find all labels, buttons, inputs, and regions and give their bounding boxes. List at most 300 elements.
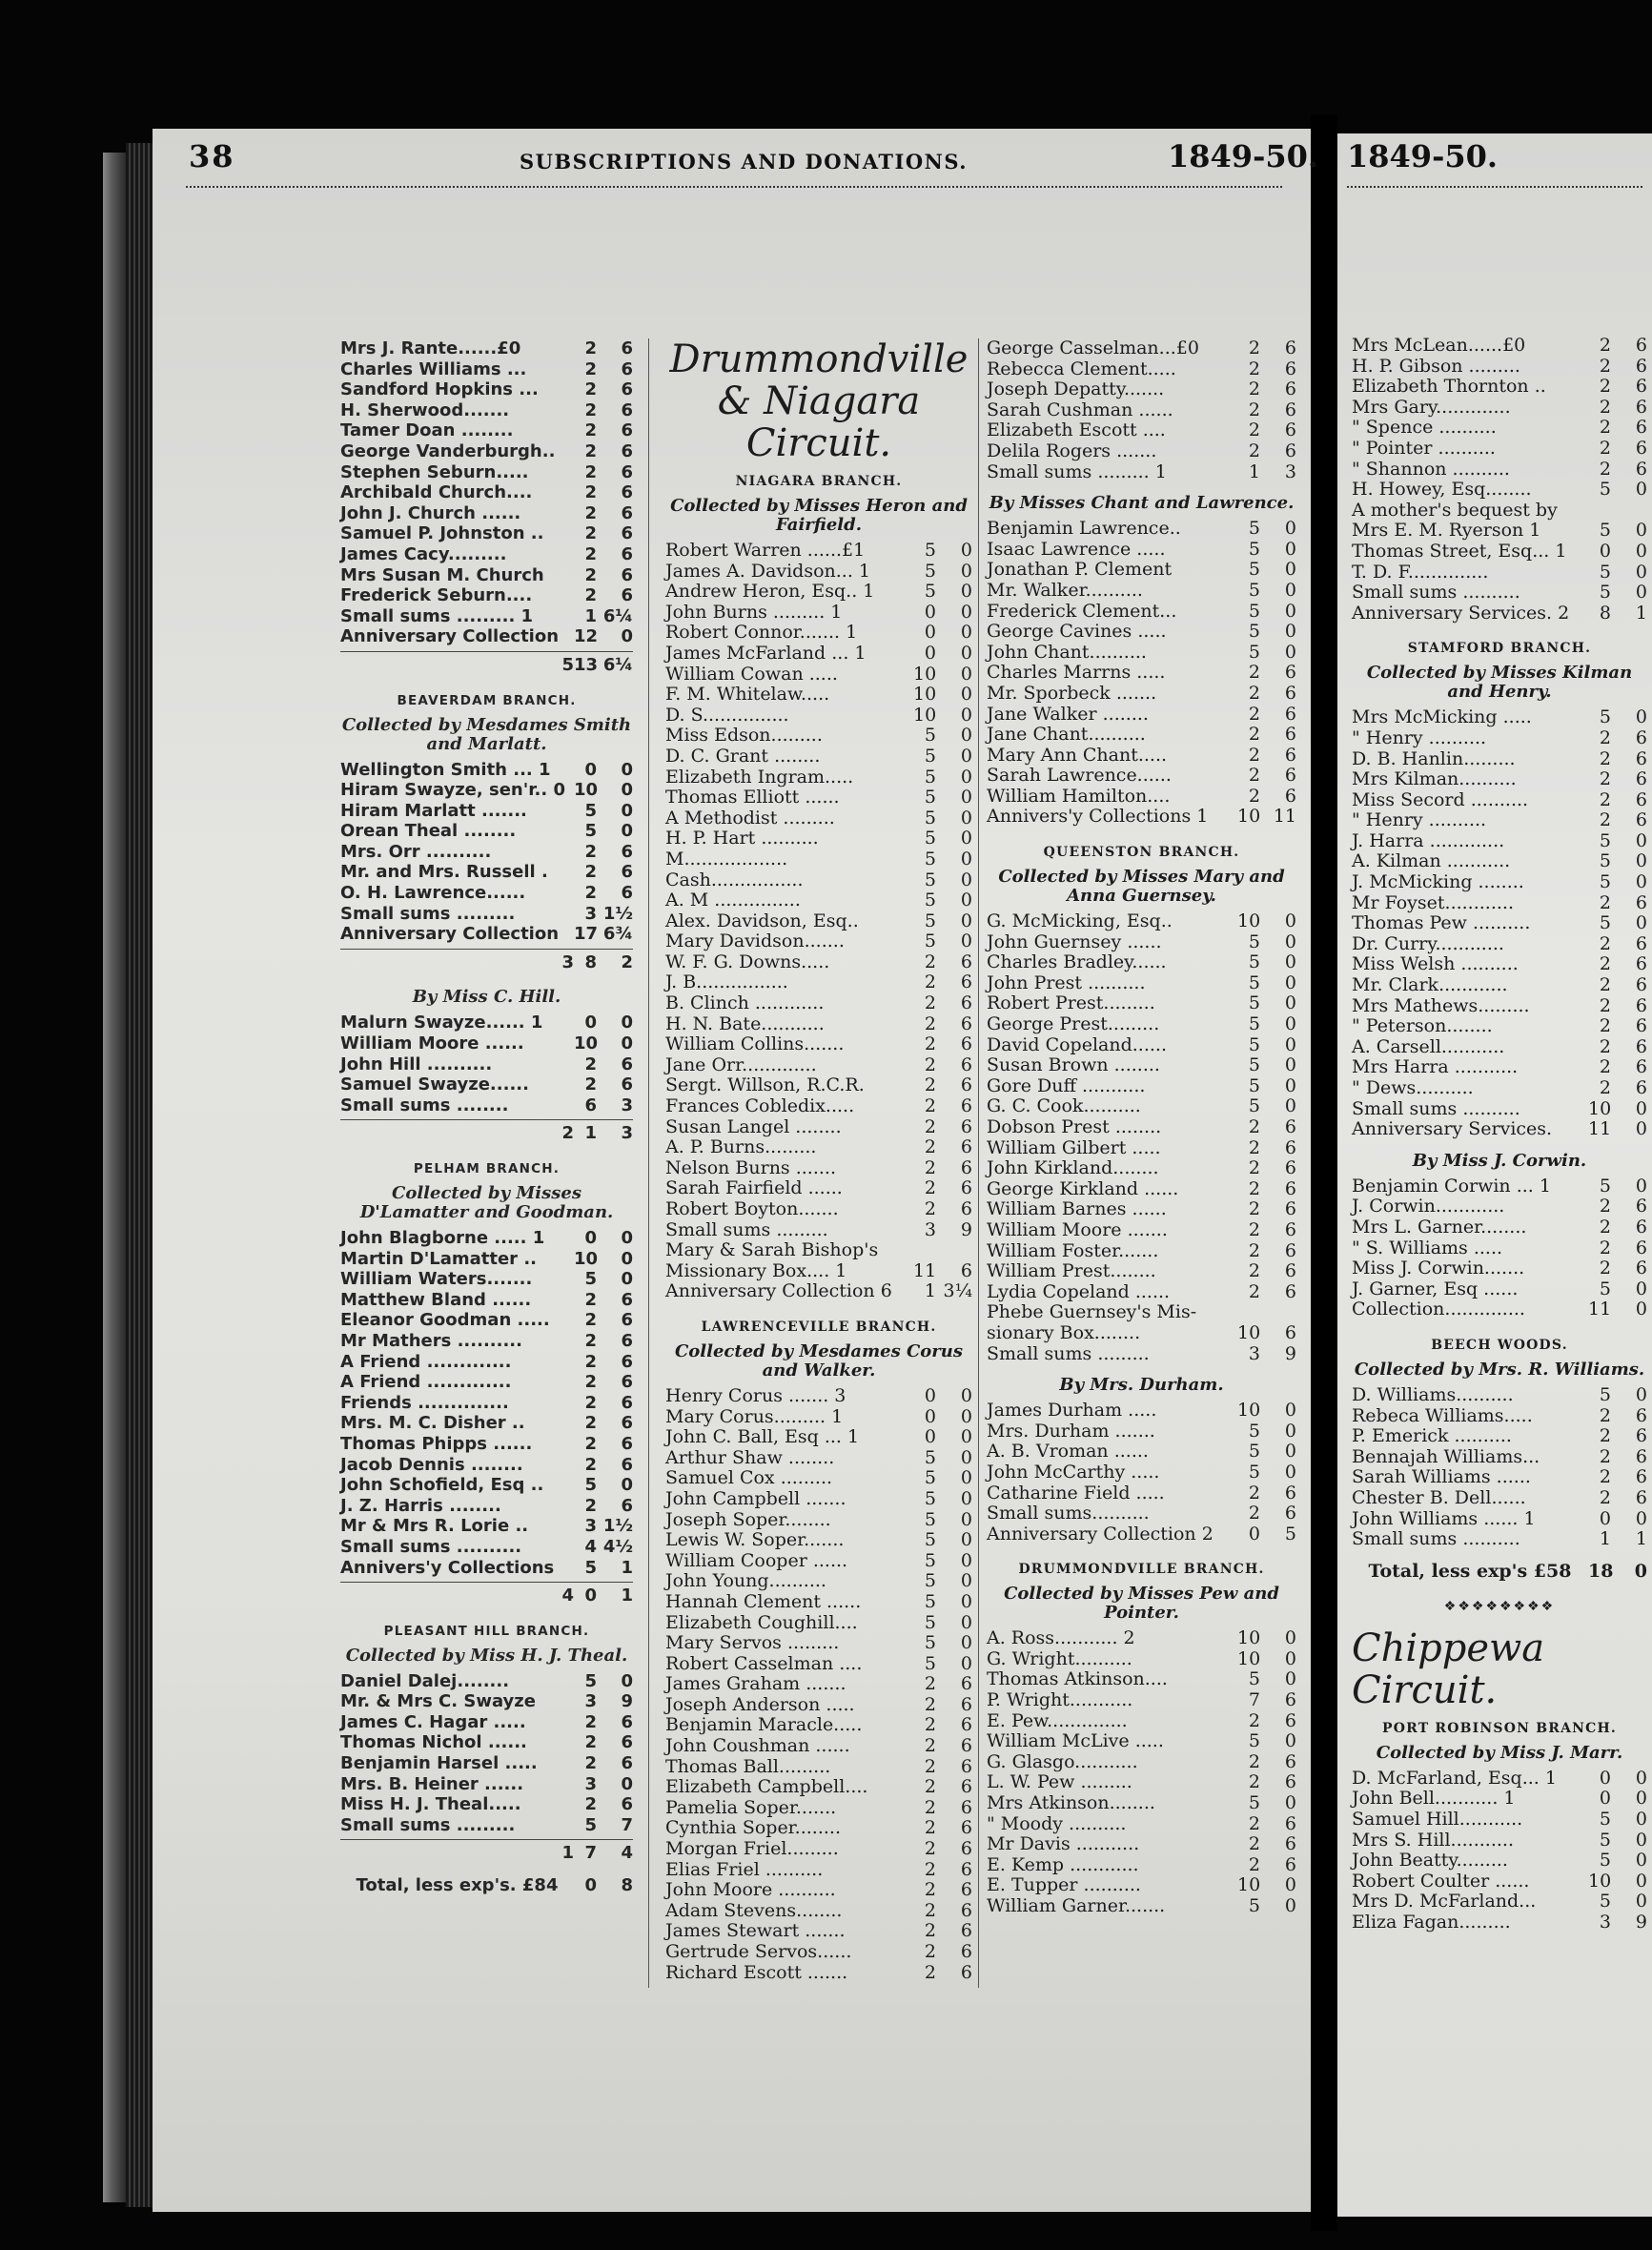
entry-pence: 6 (1635, 437, 1647, 459)
entry-shillings: 2 (584, 1053, 597, 1074)
entry-row (987, 1220, 1296, 1241)
entry-shillings: 2 (1248, 1136, 1260, 1158)
entry-row (665, 1281, 972, 1302)
entry-shillings: 5 (1248, 1013, 1260, 1035)
entry-row (1352, 996, 1647, 1017)
entry-pence: 6 (1635, 788, 1647, 810)
entry-name: G. McMicking, Esq.. (987, 910, 1173, 932)
entry-row (1352, 562, 1647, 583)
entry-pence: 6 (960, 1838, 972, 1860)
entry-shillings: 5 (924, 869, 936, 890)
entry-row (1352, 1258, 1647, 1279)
entry-shillings: 2 (1248, 419, 1260, 441)
entry-pence: 6 (1284, 1771, 1296, 1793)
entry-name: G. Wright.......... (987, 1647, 1132, 1669)
entry-row (665, 603, 972, 624)
entries-top (987, 338, 1296, 482)
entry-name: Annivers'y Collections (340, 1557, 555, 1578)
entry-shillings: 5 (1248, 600, 1260, 622)
entry-shillings: 5 (924, 1570, 936, 1592)
entry-shillings: 11 (913, 1259, 937, 1281)
entry-pence: 6 (960, 1796, 972, 1818)
entry-pence: 6 (1635, 1425, 1647, 1447)
entries-pleasant-hill (340, 1671, 633, 1836)
entries-top (340, 338, 633, 647)
entry-pence: 6 (1635, 1077, 1647, 1098)
entry-row (1352, 1488, 1647, 1509)
entry-name: James Stewart ....... (665, 1920, 846, 1942)
entry-shillings: 2 (584, 1392, 597, 1413)
entry-row (1352, 1016, 1647, 1037)
entry-pence: 0 (1635, 829, 1647, 851)
entry-shillings: 2 (924, 1115, 936, 1137)
entry-pence: 6 (1284, 358, 1296, 379)
entry-row (1352, 790, 1647, 811)
collector-line: Collected by Miss J. Marr. (1376, 1742, 1623, 1763)
entry-shillings: 1 (1599, 1528, 1611, 1550)
entry-shillings: 2 (1248, 1218, 1260, 1240)
entry-name: Small sums ......... 1 (340, 605, 534, 626)
entry-row (665, 1261, 972, 1282)
entry-row (665, 911, 972, 932)
entry-pence: 6 (621, 1413, 633, 1434)
entry-shillings: 5 (924, 931, 936, 952)
entry-row (340, 1753, 633, 1774)
entry-pence: 6 (1284, 1689, 1296, 1711)
entry-shillings: 2 (924, 1053, 936, 1075)
entry-row (340, 1794, 633, 1815)
entry-shillings: 2 (1599, 891, 1611, 913)
entry-row (1352, 377, 1647, 398)
entry-name: Stephen Seburn..... (340, 461, 529, 482)
entry-pence: 6 (960, 1735, 972, 1757)
entry-row (665, 1117, 972, 1138)
entry-pence: 6 (1635, 768, 1647, 790)
entry-name: Eliza Fagan......... (1352, 1912, 1511, 1933)
entry-shillings: 2 (1599, 994, 1611, 1016)
entry-pence: 6 (960, 1899, 972, 1921)
entry-row (987, 1344, 1296, 1365)
entry-shillings: 11 (1588, 1118, 1612, 1140)
entry-shillings: 2 (1599, 1486, 1611, 1508)
entry-shillings: 2 (1599, 809, 1611, 831)
entry-pence: 0 (960, 1549, 972, 1571)
entry-name: E. Kemp ............ (987, 1853, 1139, 1875)
entry-pence: 0 (1284, 600, 1296, 622)
entry-shillings: 8 (1599, 602, 1611, 624)
entry-shillings: 2 (584, 1454, 597, 1475)
entry-pence: 6 (1635, 1056, 1647, 1078)
entry-row (987, 973, 1296, 994)
entry-pence: 6 (621, 883, 633, 904)
entry-name: Samuel Cox ......... (665, 1467, 833, 1489)
entry-pence: 6 (621, 1351, 633, 1372)
entry-name: Small sums ......... (340, 903, 516, 924)
entry-pence: 0 (960, 1652, 972, 1674)
entry-shillings: 2 (924, 1838, 936, 1860)
entry-row (340, 1331, 633, 1352)
entry-shillings: 2 (1599, 458, 1611, 480)
entry-name: Delila Rogers ....... (987, 440, 1157, 461)
entry-row (665, 890, 972, 911)
entry-name: George Kirkland ...... (987, 1177, 1179, 1199)
entry-name: Rebeca Williams..... (1352, 1404, 1533, 1426)
entry-shillings: 5 (924, 766, 936, 788)
book-binding (103, 153, 126, 2202)
entry-shillings: 2 (1248, 1280, 1260, 1302)
entry-pence: 0 (1635, 1097, 1647, 1119)
entries-durham (987, 1401, 1296, 1544)
entry-pence: 0 (960, 1632, 972, 1654)
entry-name: Adam Stevens........ (665, 1899, 843, 1921)
entry-row (987, 1772, 1296, 1793)
entry-shillings: 0 (924, 1384, 936, 1406)
entry-pence: 0 (1284, 1647, 1296, 1669)
entry-row (1352, 1467, 1647, 1488)
subtotal-row: 5 13 6¼ (340, 651, 633, 676)
entry-name: James Cacy......... (340, 543, 507, 564)
entry-name: James A. Davidson... 1 (665, 560, 871, 582)
entry-row (665, 1199, 972, 1220)
entry-row (665, 1860, 972, 1881)
entry-pence: 9 (621, 1691, 633, 1712)
entry-shillings: 2 (1248, 1709, 1260, 1731)
entry-name: William Hamilton.... (987, 785, 1171, 807)
entry-name: " Peterson........ (1352, 1015, 1493, 1037)
entry-name: Small sums .......... (1352, 1528, 1520, 1550)
section-heading: BEAVERDAM BRANCH. (397, 692, 577, 708)
entry-shillings: 2 (1599, 1077, 1611, 1098)
entry-row (340, 462, 633, 483)
entry-shillings: 0 (584, 759, 597, 780)
entry-name: J. Harra ............. (1352, 829, 1505, 851)
entry-shillings: 10 (1237, 806, 1261, 828)
entry-name: D. Williams.......... (1352, 1383, 1514, 1405)
entry-pence: 0 (1635, 912, 1647, 934)
entry-shillings: 2 (1599, 747, 1611, 769)
entry-row (665, 726, 972, 747)
entry-pence: 0 (621, 1033, 633, 1054)
entry-pence: 0 (960, 725, 972, 747)
entry-name: H. Howey, Esq........ (1352, 479, 1532, 501)
entry-shillings: 5 (1248, 1033, 1260, 1055)
entry-row (340, 760, 633, 781)
entry-row (1352, 1238, 1647, 1259)
entry-name: Mrs Harra ........... (1352, 1056, 1519, 1078)
entry-shillings: 2 (584, 1753, 597, 1774)
entry-row (987, 1503, 1296, 1524)
entry-shillings: 11 (1588, 1299, 1612, 1320)
entry-shillings: 10 (574, 780, 599, 801)
entry-name: Benjamin Harsel ..... (340, 1753, 538, 1774)
entry-shillings: 2 (1599, 1404, 1611, 1426)
entry-pence: 0 (960, 1529, 972, 1551)
entry-pence: 0 (960, 1611, 972, 1633)
entry-name: Charles Marrns ..... (987, 662, 1166, 684)
entry-row (1352, 1197, 1647, 1217)
entry-pence: 0 (1284, 972, 1296, 993)
entry-name: John Schofield, Esq .. (340, 1475, 544, 1496)
entry-name: Mary Servos ......... (665, 1632, 840, 1654)
entry-shillings: 10 (913, 704, 937, 726)
entry-shillings: 2 (924, 1755, 936, 1777)
entry-row (987, 560, 1296, 581)
entry-shillings: 5 (1599, 706, 1611, 728)
entry-pence: 0 (1284, 931, 1296, 952)
entry-shillings: 5 (584, 821, 597, 842)
entry-shillings: 2 (584, 440, 597, 461)
entry-name: Henry Corus ....... 3 (665, 1384, 846, 1406)
entry-name: A. P. Burns......... (665, 1136, 817, 1158)
entry-name: Mrs D. McFarland... (1352, 1891, 1537, 1912)
entry-row (1352, 1119, 1647, 1140)
entry-shillings: 2 (1599, 1237, 1611, 1258)
entry-pence: 6 (960, 1776, 972, 1798)
entry-row (987, 1117, 1296, 1138)
entry-name: Frederick Clement... (987, 600, 1177, 622)
entry-pence: 0 (621, 800, 633, 821)
entry-pence: 6 (1284, 399, 1296, 420)
entry-name: Archibald Church.... (340, 482, 533, 503)
entry-pence: 6 (960, 1177, 972, 1199)
entry-pence: 0 (1284, 951, 1296, 973)
entry-name: Mary Corus......... 1 (665, 1405, 844, 1427)
entry-row (1352, 1529, 1647, 1550)
entry-row (987, 1483, 1296, 1504)
entry-pence: 6 (1284, 682, 1296, 704)
entry-shillings: 2 (1599, 1056, 1611, 1078)
entry-name: John Chant.......... (987, 641, 1147, 663)
entry-name: Dr. Curry............ (1352, 932, 1504, 954)
entry-row (1352, 1810, 1647, 1831)
entry-shillings: 2 (584, 1495, 597, 1516)
entry-shillings: 2 (924, 951, 936, 972)
entry-shillings: 2 (924, 1920, 936, 1942)
entry-pence: 6 (621, 1753, 633, 1774)
entry-name: George Prest......... (987, 1013, 1160, 1035)
entry-name: Mrs Atkinson........ (987, 1792, 1155, 1814)
entry-pence: 3 (1284, 460, 1296, 482)
entry-row (340, 503, 633, 524)
entry-shillings: 2 (1248, 765, 1260, 787)
entry-row (340, 1558, 633, 1579)
entry-pence: 6¾ (602, 924, 633, 945)
entry-name: Jonathan P. Clement (987, 559, 1173, 581)
entry-shillings: 2 (1248, 1750, 1260, 1772)
entry-row (1352, 1426, 1647, 1447)
entry-shillings: 5 (1248, 1074, 1260, 1096)
entry-row (665, 1921, 972, 1942)
entry-pence: 0 (621, 1269, 633, 1290)
entry-row (340, 1228, 633, 1249)
entry-name: Gertrude Servos...... (665, 1941, 852, 1962)
entry-name: Mr Davis ........... (987, 1833, 1140, 1855)
entry-pence: 6 (960, 1961, 972, 1983)
entry-pence: 0 (960, 828, 972, 849)
entry-row (665, 1386, 972, 1407)
entry-row (340, 400, 633, 421)
entry-row (1352, 1509, 1647, 1530)
entry-name: Robert Casselman .... (665, 1652, 863, 1674)
entry-pence: 6 (621, 482, 633, 503)
entry-name: Miss H. J. Theal..... (340, 1794, 521, 1815)
entry-name: Chester B. Dell...... (1352, 1486, 1526, 1508)
entry-name: J. Garner, Esq ...... (1352, 1278, 1519, 1299)
entry-row (340, 1537, 633, 1558)
section-heading: NIAGARA BRANCH. (735, 474, 903, 489)
entry-row (340, 1413, 633, 1434)
entry-name: Orean Theal ........ (340, 821, 517, 842)
entry-row (987, 1834, 1296, 1855)
entry-row (987, 1731, 1296, 1752)
entry-shillings: 3 (584, 903, 597, 924)
entry-pence: 6 (1284, 378, 1296, 400)
entry-name: Malurn Swayze...... 1 (340, 1012, 543, 1033)
entry-name: William Cooper ...... (665, 1549, 848, 1571)
entry-name: Benjamin Maracle..... (665, 1714, 863, 1736)
entry-shillings: 2 (584, 585, 597, 606)
entry-name: J. McMicking ........ (1352, 871, 1524, 893)
entry-name: Joseph Anderson ..... (665, 1693, 855, 1715)
entry-shillings: 17 (574, 924, 599, 945)
entry-name: Joseph Depatty....... (987, 378, 1165, 400)
entry-name: J. Corwin............ (1352, 1196, 1505, 1217)
entry-shillings: 5 (1599, 520, 1611, 542)
entry-shillings: 2 (1599, 396, 1611, 418)
entry-pence: 6 (621, 1372, 633, 1393)
entry-shillings: 3 (584, 1773, 597, 1794)
entry-row (665, 1715, 972, 1736)
entry-row (987, 1422, 1296, 1442)
entry-name: Small sums ......... (340, 1814, 516, 1835)
collector-line: Collected by Misses D'Lamatter and Goodman. (359, 1183, 614, 1222)
entry-shillings: 3 (584, 1691, 597, 1712)
entry-name: William Moore ....... (987, 1218, 1168, 1240)
entry-row (340, 821, 633, 842)
entry-pence: 6 (960, 972, 972, 993)
entry-shillings: 2 (924, 1156, 936, 1178)
entry-name: William Barnes ...... (987, 1198, 1167, 1220)
entry-name: Anniversary Services. 2 (1352, 602, 1570, 624)
entry-row (1352, 1299, 1647, 1320)
entry-row (1352, 975, 1647, 996)
entry-row (987, 379, 1296, 400)
entry-shillings: 5 (1599, 1829, 1611, 1851)
entry-pence: 6 (1284, 662, 1296, 684)
entry-row (1352, 501, 1647, 522)
entry-name: G. Glasgo........... (987, 1750, 1138, 1772)
entry-name: Mr. & Mrs C. Swayze (340, 1691, 536, 1712)
entry-name: Richard Escott ....... (665, 1961, 848, 1983)
entry-row (987, 1035, 1296, 1056)
entry-row (1352, 1789, 1647, 1810)
entry-pence: 6 (1284, 1812, 1296, 1834)
collector-line: Collected by Misses Heron and Fairfield. (670, 496, 968, 535)
entry-pence: 0 (621, 1475, 633, 1496)
entry-name: " Shannon .......... (1352, 458, 1510, 480)
entry-row (987, 1323, 1296, 1344)
entry-row (1352, 1892, 1647, 1912)
entry-row (987, 807, 1296, 828)
entry-name: James McFarland ... 1 (665, 642, 867, 664)
entry-row (665, 541, 972, 562)
entry-shillings: 2 (924, 1858, 936, 1880)
entry-name: John Kirkland........ (987, 1157, 1159, 1179)
entry-shillings: 5 (1248, 1095, 1260, 1117)
entry-pence: 0 (621, 780, 633, 801)
entry-row (340, 924, 633, 945)
entry-name: H. N. Bate........... (665, 1012, 825, 1034)
entry-name: John Young.......... (665, 1570, 826, 1592)
entry-name: Small sums ........ (340, 1094, 509, 1115)
entry-row (1352, 521, 1647, 542)
entry-row (340, 1691, 633, 1712)
entry-pence: 6 (960, 1198, 972, 1219)
entry-pence: 1½ (602, 1516, 633, 1537)
entry-row (340, 1269, 633, 1290)
entry-shillings: 2 (1599, 417, 1611, 439)
entry-row (987, 1752, 1296, 1773)
column-divider (648, 338, 649, 1988)
entry-pence: 1½ (602, 903, 633, 924)
entry-shillings: 5 (1248, 1054, 1260, 1076)
entry-name: Matthew Bland ...... (340, 1289, 532, 1310)
header-rule (186, 186, 1282, 188)
entry-row (987, 1875, 1296, 1896)
entry-shillings: 5 (924, 745, 936, 767)
entry-pence: 6 (1284, 744, 1296, 766)
entry-pence: 0 (1635, 479, 1647, 501)
entry-pence: 0 (960, 560, 972, 582)
entry-row (987, 1793, 1296, 1814)
entry-name: Gore Duff ........... (987, 1074, 1146, 1096)
entry-row (665, 1489, 972, 1510)
entry-name: James C. Hagar ..... (340, 1711, 526, 1732)
entry-shillings: 2 (924, 1198, 936, 1219)
entry-row (987, 1628, 1296, 1649)
entry-name: Elizabeth Thornton .. (1352, 376, 1546, 398)
entry-name: Miss Secord .......... (1352, 788, 1529, 810)
collector-line: Collected by Misses Mary and Anna Guernsey. (998, 867, 1285, 907)
entry-pence: 6 (621, 1454, 633, 1475)
entry-row (665, 1158, 972, 1179)
entries-lawrenceville (665, 1386, 972, 1983)
entry-pence: 6 (621, 564, 633, 585)
entry-name: Mr. Walker.......... (987, 579, 1143, 601)
entry-pence: 0 (1284, 1441, 1296, 1462)
entry-name: Missionary Box.... 1 (665, 1259, 847, 1281)
entry-pence: 0 (1284, 1054, 1296, 1076)
entry-shillings: 0 (1599, 1788, 1611, 1810)
entry-shillings: 5 (1248, 951, 1260, 973)
entry-name: Mrs McLean......£0 (1352, 335, 1526, 356)
entry-shillings: 5 (1599, 1383, 1611, 1405)
entry-pence: 6 (1635, 396, 1647, 418)
entry-name: Arthur Shaw ........ (665, 1446, 835, 1468)
entry-shillings: 2 (1599, 1425, 1611, 1447)
entry-shillings: 10 (1588, 1870, 1612, 1892)
entry-pence: 0 (960, 745, 972, 767)
entry-pence: 6 (960, 1920, 972, 1942)
entry-name: A mother's bequest by (1352, 499, 1558, 521)
entry-pence: 6 (621, 543, 633, 564)
entry-shillings: 2 (1248, 1812, 1260, 1834)
entry-pence: 6 (621, 358, 633, 379)
entry-row (665, 1613, 972, 1634)
entry-pence: 0 (1635, 1175, 1647, 1197)
entry-shillings: 5 (1248, 1441, 1260, 1462)
entry-row (340, 338, 633, 359)
